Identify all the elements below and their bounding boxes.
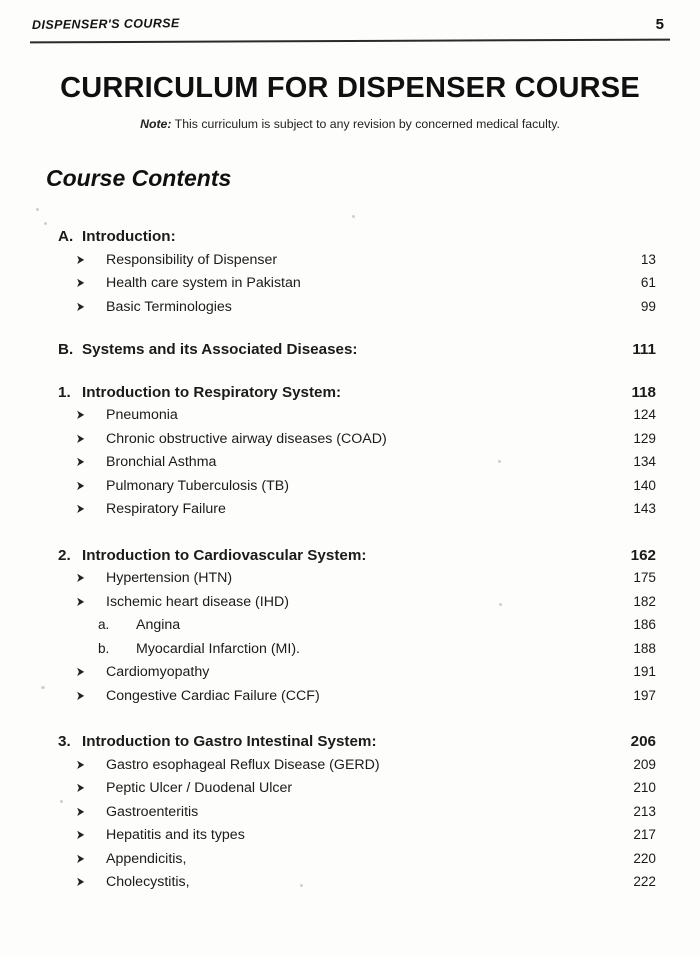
contents-entry-row[interactable]: [46, 757, 656, 781]
contents-entry-page: 175: [633, 570, 656, 585]
contents-entry-label: Pneumonia: [106, 407, 178, 423]
contents-entry-page: 140: [633, 477, 656, 493]
contents-entry-row[interactable]: [46, 501, 656, 525]
contents-entry-row[interactable]: [46, 641, 656, 665]
contents-entry-label: Congestive Cardiac Failure (CCF): [106, 687, 320, 704]
list-marker: 2.: [58, 546, 71, 564]
contents-entry-label: Cholecystitis,: [106, 874, 190, 890]
contents-entry-page: 134: [633, 454, 656, 469]
contents-entry-label: Pulmonary Tuberculosis (TB): [106, 477, 289, 494]
list-marker: 3.: [58, 733, 71, 750]
list-marker: B.: [58, 341, 74, 358]
page-title: CURRICULUM FOR DISPENSER COURSE: [60, 72, 640, 104]
contents-entry-row[interactable]: [46, 780, 656, 804]
contents-entry-label: Introduction to Respiratory System:: [82, 383, 342, 401]
list-marker: A.: [58, 228, 74, 245]
arrow-bullet-icon: ➤: [76, 593, 85, 609]
contents-entry-page: 209: [633, 756, 656, 772]
contents-entry-page: 197: [633, 687, 656, 703]
contents-entry-page: 217: [633, 827, 656, 842]
contents-entry-label: Cardiomyopathy: [106, 664, 210, 680]
table-of-contents: [46, 228, 656, 898]
contents-entry-label: Hepatitis and its types: [106, 827, 245, 843]
contents-entry-label: Gastroenteritis: [106, 803, 199, 820]
list-marker: b.: [98, 640, 110, 656]
contents-entry-row[interactable]: [46, 804, 656, 828]
contents-entry-page: 118: [631, 383, 656, 401]
contents-entry-page: 13: [640, 251, 656, 267]
scan-speck: [36, 208, 39, 211]
section-title: Course Contents: [46, 165, 232, 191]
header-divider: [30, 39, 670, 44]
contents-entry-row[interactable]: [46, 664, 656, 688]
contents-group-row[interactable]: [46, 733, 656, 757]
contents-entry-row[interactable]: [46, 617, 656, 641]
contents-entry-page: 222: [633, 874, 656, 889]
list-spacer: [46, 365, 656, 384]
contents-entry-label: Basic Terminologies: [106, 298, 232, 315]
contents-group-row[interactable]: [46, 341, 656, 365]
contents-group-row[interactable]: [46, 547, 656, 571]
contents-entry-page: 143: [633, 501, 656, 516]
arrow-bullet-icon: ➤: [76, 298, 85, 314]
contents-entry-row[interactable]: [46, 594, 656, 618]
arrow-bullet-icon: ➤: [76, 780, 85, 795]
contents-entry-label: Introduction:: [82, 228, 176, 245]
list-marker: a.: [98, 617, 110, 632]
contents-entry-page: 129: [633, 430, 656, 446]
list-marker: 1.: [58, 383, 71, 401]
contents-entry-page: 220: [633, 850, 656, 866]
contents-entry-page: 61: [640, 275, 656, 290]
scan-speck: [352, 215, 355, 218]
contents-entry-label: Ischemic heart disease (IHD): [106, 593, 289, 610]
note-line: [0, 117, 700, 131]
arrow-bullet-icon: ➤: [76, 275, 85, 290]
contents-entry-page: 182: [633, 593, 656, 609]
contents-entry-label: Introduction to Gastro Intestinal System:: [82, 733, 377, 750]
contents-entry-row[interactable]: [46, 431, 656, 455]
contents-entry-row[interactable]: [46, 851, 656, 875]
arrow-bullet-icon: ➤: [76, 756, 85, 772]
list-spacer: [46, 322, 656, 341]
contents-entry-label: Angina: [136, 617, 181, 633]
contents-entry-page: 186: [633, 617, 656, 632]
arrow-bullet-icon: ➤: [76, 827, 85, 842]
contents-entry-label: Myocardial Infarction (MI).: [136, 640, 300, 657]
arrow-bullet-icon: ➤: [76, 454, 85, 469]
arrow-bullet-icon: ➤: [76, 477, 85, 493]
note-label: Note:: [140, 117, 172, 131]
contents-entry-label: Peptic Ulcer / Duodenal Ulcer: [106, 780, 293, 796]
contents-entry-label: Chronic obstructive airway diseases (COAD): [106, 430, 387, 447]
contents-entry-row[interactable]: [46, 275, 656, 299]
contents-entry-label: Bronchial Asthma: [106, 454, 217, 470]
contents-entry-page: 188: [633, 640, 656, 656]
contents-entry-label: Systems and its Associated Diseases:: [82, 341, 358, 358]
contents-entry-label: Introduction to Cardiovascular System:: [82, 546, 367, 564]
contents-entry-page: 162: [630, 546, 656, 564]
contents-entry-row[interactable]: [46, 827, 656, 851]
contents-entry-label: Responsibility of Dispenser: [106, 251, 278, 268]
contents-entry-row[interactable]: [46, 454, 656, 478]
note-text: This curriculum is subject to any revision by concerned medical faculty.: [171, 117, 560, 131]
arrow-bullet-icon: ➤: [76, 430, 85, 446]
contents-entry-page: 99: [640, 298, 656, 314]
scan-speck: [498, 460, 501, 463]
contents-entry-page: 191: [633, 664, 656, 679]
contents-entry-row[interactable]: [46, 874, 656, 898]
scan-speck: [60, 800, 63, 803]
scan-speck: [300, 884, 303, 887]
arrow-bullet-icon: ➤: [76, 850, 85, 866]
arrow-bullet-icon: ➤: [76, 570, 85, 585]
contents-entry-page: 111: [632, 341, 656, 358]
contents-entry-row[interactable]: [46, 570, 656, 594]
contents-entry-label: Appendicitis,: [106, 850, 187, 867]
running-header-title: DISPENSER'S COURSE: [31, 16, 180, 32]
contents-entry-label: Hypertension (HTN): [106, 570, 233, 586]
arrow-bullet-icon: ➤: [76, 664, 85, 679]
list-spacer: [46, 711, 656, 733]
contents-entry-page: 213: [633, 803, 656, 819]
contents-entry-label: Respiratory Failure: [106, 501, 226, 517]
contents-entry-row[interactable]: [46, 407, 656, 431]
scan-speck: [499, 603, 502, 606]
contents-entry-row[interactable]: [46, 688, 656, 712]
contents-entry-row[interactable]: [46, 299, 656, 323]
contents-group-row[interactable]: [46, 228, 656, 252]
page-number: 5: [655, 16, 664, 33]
contents-entry-page: 210: [633, 780, 656, 795]
contents-entry-row[interactable]: [46, 478, 656, 502]
scan-speck: [44, 222, 47, 225]
scan-speck: [41, 686, 45, 689]
contents-group-row[interactable]: [46, 384, 656, 408]
contents-entry-page: 124: [633, 407, 656, 422]
arrow-bullet-icon: ➤: [76, 251, 85, 267]
list-spacer: [46, 525, 656, 547]
contents-entry-label: Health care system in Pakistan: [106, 275, 301, 291]
arrow-bullet-icon: ➤: [76, 803, 85, 819]
contents-entry-label: Gastro esophageal Reflux Disease (GERD): [106, 756, 380, 773]
arrow-bullet-icon: ➤: [76, 687, 85, 703]
contents-entry-page: 206: [630, 733, 656, 750]
arrow-bullet-icon: ➤: [76, 501, 85, 516]
contents-entry-row[interactable]: [46, 252, 656, 276]
running-header: [30, 18, 670, 44]
arrow-bullet-icon: ➤: [76, 407, 85, 422]
arrow-bullet-icon: ➤: [76, 874, 85, 889]
